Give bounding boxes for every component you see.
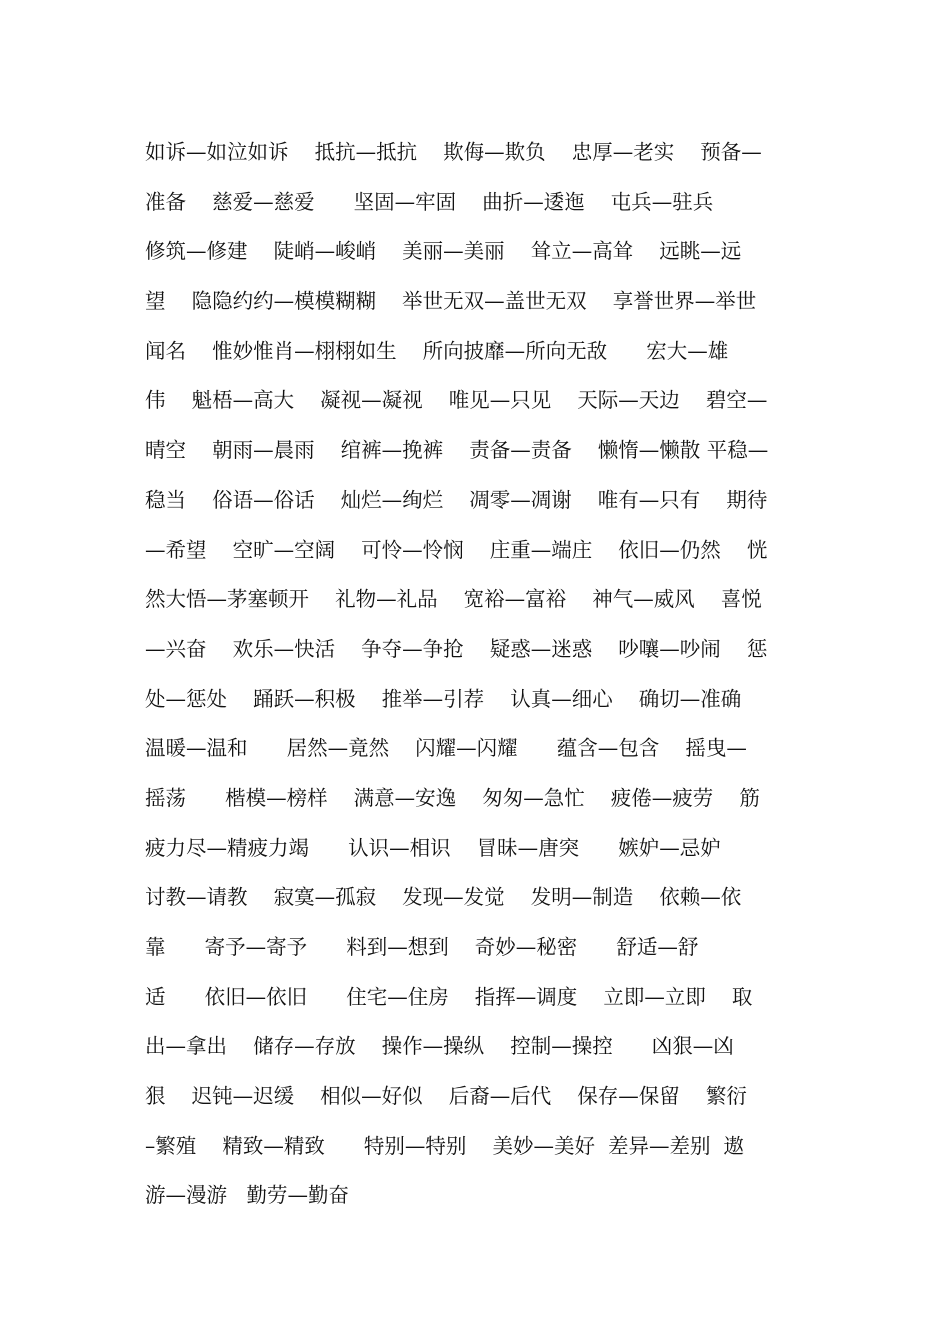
text-line-1: 如诉—如泣如诉 抵抗—抵抗 欺侮—欺负 忠厚—老实 预备— xyxy=(145,140,762,164)
text-line-3: 修筑—修建 陡峭—峻峭 美丽—美丽 耸立—高耸 远眺—远 xyxy=(145,239,742,264)
text-line-21: –繁殖 精致—精致 特别—特别 美妙—美好 差异—差别 遨 xyxy=(145,1133,745,1158)
text-line-15: 疲力尽—精疲力竭 认识—相识 冒昧—唐突 嫉妒—忌妒 xyxy=(145,835,721,860)
text-line-19: 出—拿出 储存—存放 操作—操纵 控制—操控 凶狠—凶 xyxy=(145,1034,734,1059)
text-line-13: 温暖—温和 居然—竟然 闪耀—闪耀 蕴含—包含 摇曳— xyxy=(145,736,747,761)
text-line-11: —兴奋 欢乐—快活 争夺—争抢 疑惑—迷惑 吵嚷—吵闹 惩 xyxy=(145,636,768,661)
text-line-9: —希望 空旷—空阔 可怜—怜悯 庄重—端庄 依旧—仍然 恍 xyxy=(145,537,768,562)
text-line-7: 晴空 朝雨—晨雨 绾裤—挽裤 责备—责备 懒惰—懒散 平稳— xyxy=(145,438,769,463)
text-line-2: 准备 慈爱—慈爱 坚固—牢固 曲折—逶迤 屯兵—驻兵 xyxy=(145,189,714,214)
text-line-12: 处—惩处 踊跃—积极 推举—引荐 认真—细心 确切—准确 xyxy=(145,686,742,711)
text-line-17: 靠 寄予—寄予 料到—想到 奇妙—秘密 舒适—舒 xyxy=(145,935,699,959)
text-line-14: 摇荡 楷模—榜样 满意—安逸 匆匆—急忙 疲倦—疲劳 筋 xyxy=(145,785,760,810)
text-line-18: 适 依旧—依旧 住宅—住房 指挥—调度 立即—立即 取 xyxy=(145,984,753,1009)
text-line-22: 游—漫游 勤劳—勤奋 xyxy=(145,1183,350,1208)
text-line-20: 狠 迟钝—迟缓 相似—好似 后裔—后代 保存—保留 繁衍 xyxy=(145,1084,747,1109)
text-line-10: 然大悟—茅塞顿开 礼物—礼品 宽裕—富裕 神气—威风 喜悦 xyxy=(145,587,762,612)
text-line-8: 稳当 俗语—俗话 灿烂—绚烂 凋零—凋谢 唯有—只有 期待 xyxy=(145,487,768,512)
text-line-6: 伟 魁梧—高大 凝视—凝视 唯见—只见 天际—天边 碧空— xyxy=(145,388,768,413)
synonym-text-block xyxy=(145,128,815,1221)
text-line-5: 闻名 惟妙惟肖—栩栩如生 所向披靡—所向无敌 宏大—雄 xyxy=(145,338,729,363)
text-line-4: 望 隐隐约约—模模糊糊 举世无双—盖世无双 享誉世界—举世 xyxy=(145,289,757,314)
text-line-16: 讨教—请教 寂寞—孤寂 发现—发觉 发明—制造 依赖—依 xyxy=(145,885,742,910)
